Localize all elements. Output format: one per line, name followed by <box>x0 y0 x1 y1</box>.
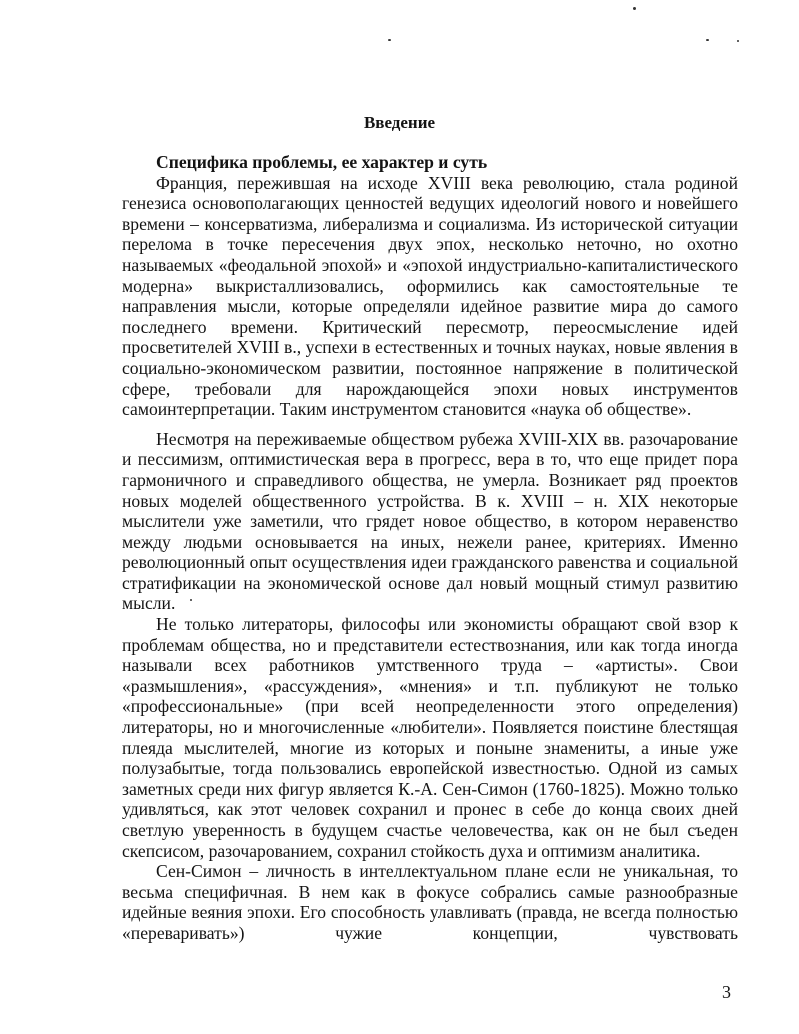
paragraph-4: Сен-Симон – личность в интеллектуальном плане если не уникальная, то весьма специфичная. В нем как в фокусе собрались самые разнообразные идейные веяния эпохи. Его способность улавливать (правда, не всегда полностью «переваривать») чужие концепции, чувствовать <box>122 861 738 943</box>
scan-speck <box>388 39 391 41</box>
section-heading: Специфика проблемы, ее характер и суть <box>156 152 488 172</box>
scan-speck <box>633 7 636 10</box>
scan-speck <box>706 39 709 41</box>
paragraph-3: Не только литераторы, философы или экономисты обращают свой взор к проблемам общества, но и представители естествознания, или как тогда иногда называли всех работников умтственного труда – «артисты». Свои «размышления», «рассуждения», «мнения» и т.п. публикуют не только «профессиональные» (при всей неопределенности этого определения) литераторы, но и многочисленные «любители». Появляется поистине блестящая плеяда мыслителей, многие из которых и поныне знамениты, а иные уже полузабытые, тогда пользовались европейской известностью. Одной из самых заметных среди них фигур является К.-А. Сен-Симон (1760-1825). Можно только удивляться, как этот человек сохранил и пронес в себе до конца своих дней светлую уверенность в будущем счастье человечества, как он не был съеден скепсисом, разочарованием, сохранил стойкость духа и оптимизм аналитика. <box>122 614 738 861</box>
paragraph-1: Франция, пережившая на исходе XVIII века революцию, стала родиной генезиса основополагающих ценностей ведущих идеологий нового и новейшего времени – консерватизма, либерализма и социализма. Из исторической ситуации перелома в точке пересечения двух эпох, несколько неточно, но охотно называемых «феодальной эпохой» и «эпохой индустриально-капиталистического модерна» выкристаллизовались, оформились как самостоятельные те направления мысли, которые определяли идейное развитие мира до самого последнего времени. Критический пересмотр, переосмысление идей просветителей XVIII в., успехи в естественных и точных науках, новые явления в социально-экономическом развитии, постоянное напряжение в политической сфере, требовали для нарождающейся эпохи новых инструментов самоинтерпретации. Таким инструментом становится «наука об обществе». <box>122 172 738 420</box>
page-number: 3 <box>722 982 731 1002</box>
scan-speck <box>737 40 739 42</box>
paragraph-2: Несмотря на переживаемые обществом рубежа XVIII-XIX вв. разочарование и пессимизм, оптимистическая вера в прогресс, вера в то, что еще придет пора гармоничного и справедливого общества, не умерла. Возникает ряд проектов новых моделей общественного устройства. В к. XVIII – н. XIX некоторые мыслители уже заметили, что грядет новое общество, в котором неравенство между людьми основывается на иных, нежели ранее, критериях. Именно революционный опыт осуществления идеи гражданского равенства и социальной стратификации на экономической основе дал новый мощный стимул развитию мысли. <box>122 428 738 614</box>
page-title: Введение <box>363 113 436 132</box>
body-text <box>122 152 738 944</box>
